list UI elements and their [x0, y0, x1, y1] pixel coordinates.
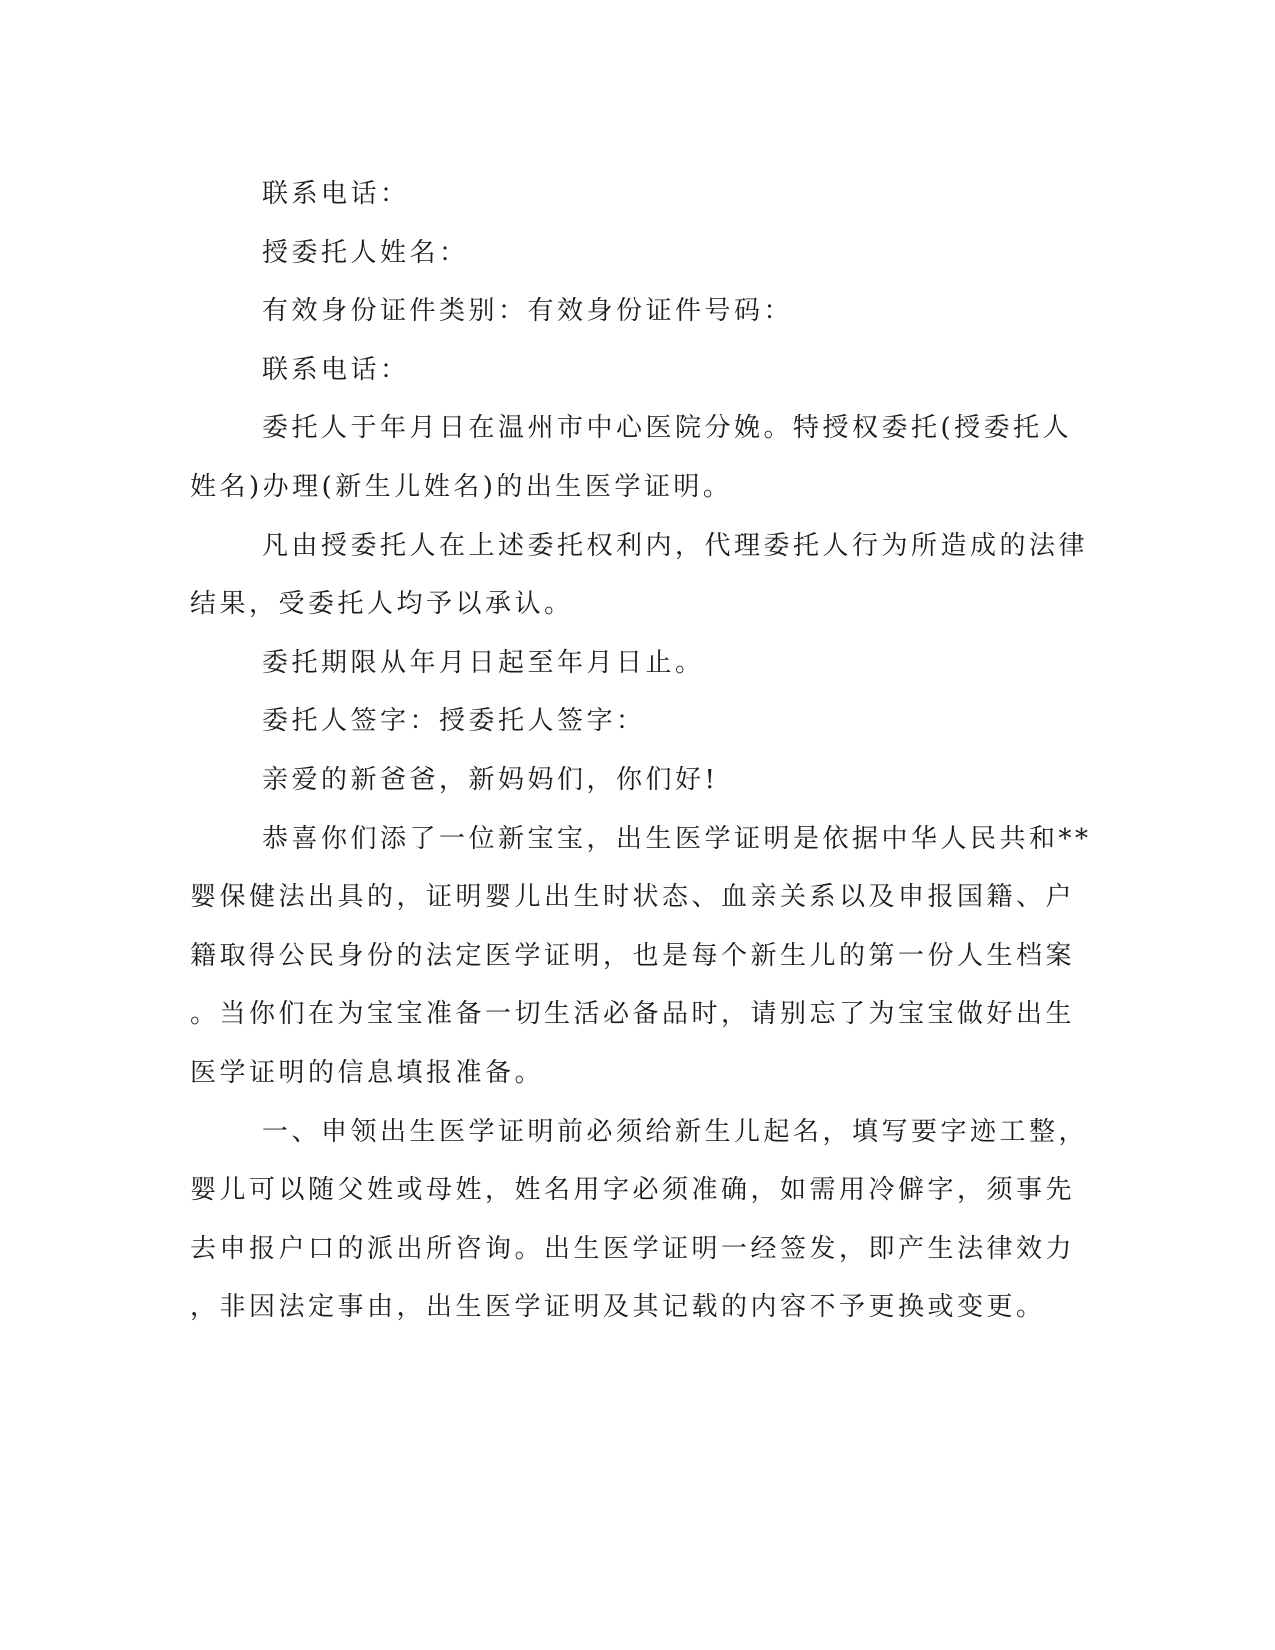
document-body [190, 165, 1092, 1337]
contact-phone-line: 联系电话： [262, 179, 410, 209]
signature-line: 委托人签字：授委托人签字： [262, 706, 646, 737]
greeting-line: 亲爱的新爸爸，新妈妈们，你们好! [262, 764, 719, 795]
paragraph-line: 籍取得公民身份的法定医学证明，也是每个新生儿的第一份人生档案 [190, 940, 1076, 971]
paragraph-line: 医学证明的信息填报准备。 [190, 1057, 545, 1088]
paragraph-line: 一、申领出生医学证明前必须给新生儿起名，填写要字迹工整， [262, 1116, 1089, 1147]
contact-phone-line-2: 联系电话： [262, 354, 410, 385]
paragraph-line: 婴儿可以随父姓或母姓，姓名用字必须准确，如需用冷僻字，须事先 [190, 1175, 1076, 1206]
paragraph-line: ，非因法定事由，出生医学证明及其记载的内容不予更换或变更。 [190, 1292, 1046, 1323]
paragraph-line: 结果，受委托人均予以承认。 [190, 589, 574, 620]
trustee-name-line: 授委托人姓名： [262, 237, 469, 268]
paragraph-line: 去申报户口的派出所咨询。出生医学证明一经签发，即产生法律效力 [190, 1233, 1076, 1264]
id-type-number-line: 有效身份证件类别：有效身份证件号码： [262, 296, 794, 327]
paragraph-line: 凡由授委托人在上述委托权利内，代理委托人行为所造成的法律 [262, 530, 1089, 561]
paragraph-line: 恭喜你们添了一位新宝宝，出生医学证明是依据中华人民共和** [262, 823, 1092, 854]
paragraph-line: 姓名)办理(新生儿姓名)的出生医学证明。 [190, 471, 733, 502]
paragraph-line: 委托人于年月日在温州市中心医院分娩。特授权委托(授委托人 [262, 413, 1073, 444]
authorization-period-line: 委托期限从年月日起至年月日止。 [262, 647, 705, 678]
paragraph-line: 。当你们在为宝宝准备一切生活必备品时，请别忘了为宝宝做好出生 [190, 999, 1076, 1030]
paragraph-line: 婴保健法出具的，证明婴儿出生时状态、血亲关系以及申报国籍、户 [190, 882, 1076, 913]
